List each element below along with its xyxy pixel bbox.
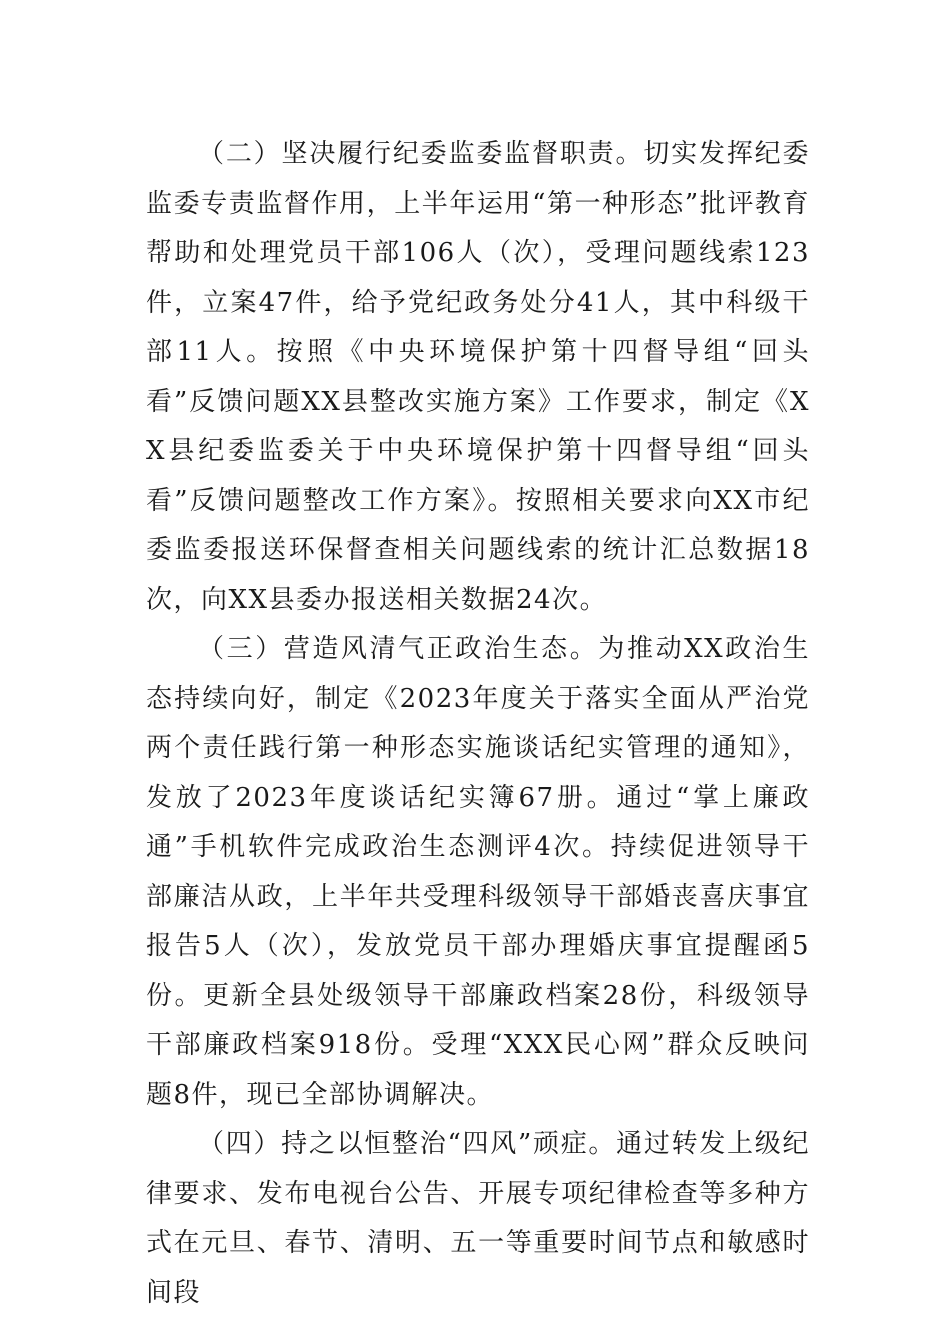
paragraph-four-winds: （四）持之以恒整治“四风”顽症。通过转发上级纪律要求、发布电视台公告、开展专项纪律检查等多种方式在元旦、春节、清明、五一等重要时间节点和敏感时间段	[146, 1129, 810, 1308]
paragraph-political-ecology: （三）营造风清气正政治生态。为推动XX政治生态持续向好，制定《2023年度关于落实全面从严治党两个责任践行第一种形态实施谈话纪实管理的通知》，发放了2023年度谈话纪实簿67册。通过“掌上廉政通”手机软件完成政治生态测评4次。持续促进领导干部廉洁从政，上半年共受理科级领导干部婚丧喜庆事宜报告5人（次），发放党员干部办理婚庆事宜提醒函5份。更新全县处级领导干部廉政档案28份，科级领导干部廉政档案918份。受理“XXX民心网”群众反映问题8件，现已全部协调解决。	[146, 634, 810, 1110]
paragraph-supervision-duties: （二）坚决履行纪委监委监督职责。切实发挥纪委监委专责监督作用，上半年运用“第一种形态”批评教育帮助和处理党员干部106人（次），受理问题线索123件，立案47件，给予党纪政务处分41人，其中科级干部11人。按照《中央环境保护第十四督导组“回头看”反馈问题XX县整改实施方案》工作要求，制定《XX县纪委监委关于中央环境保护第十四督导组“回头看”反馈问题整改工作方案》。按照相关要求向XX市纪委监委报送环保督查相关问题线索的统计汇总数据18次，向XX县委办报送相关数据24次。	[146, 139, 810, 615]
document-body	[146, 130, 810, 1318]
